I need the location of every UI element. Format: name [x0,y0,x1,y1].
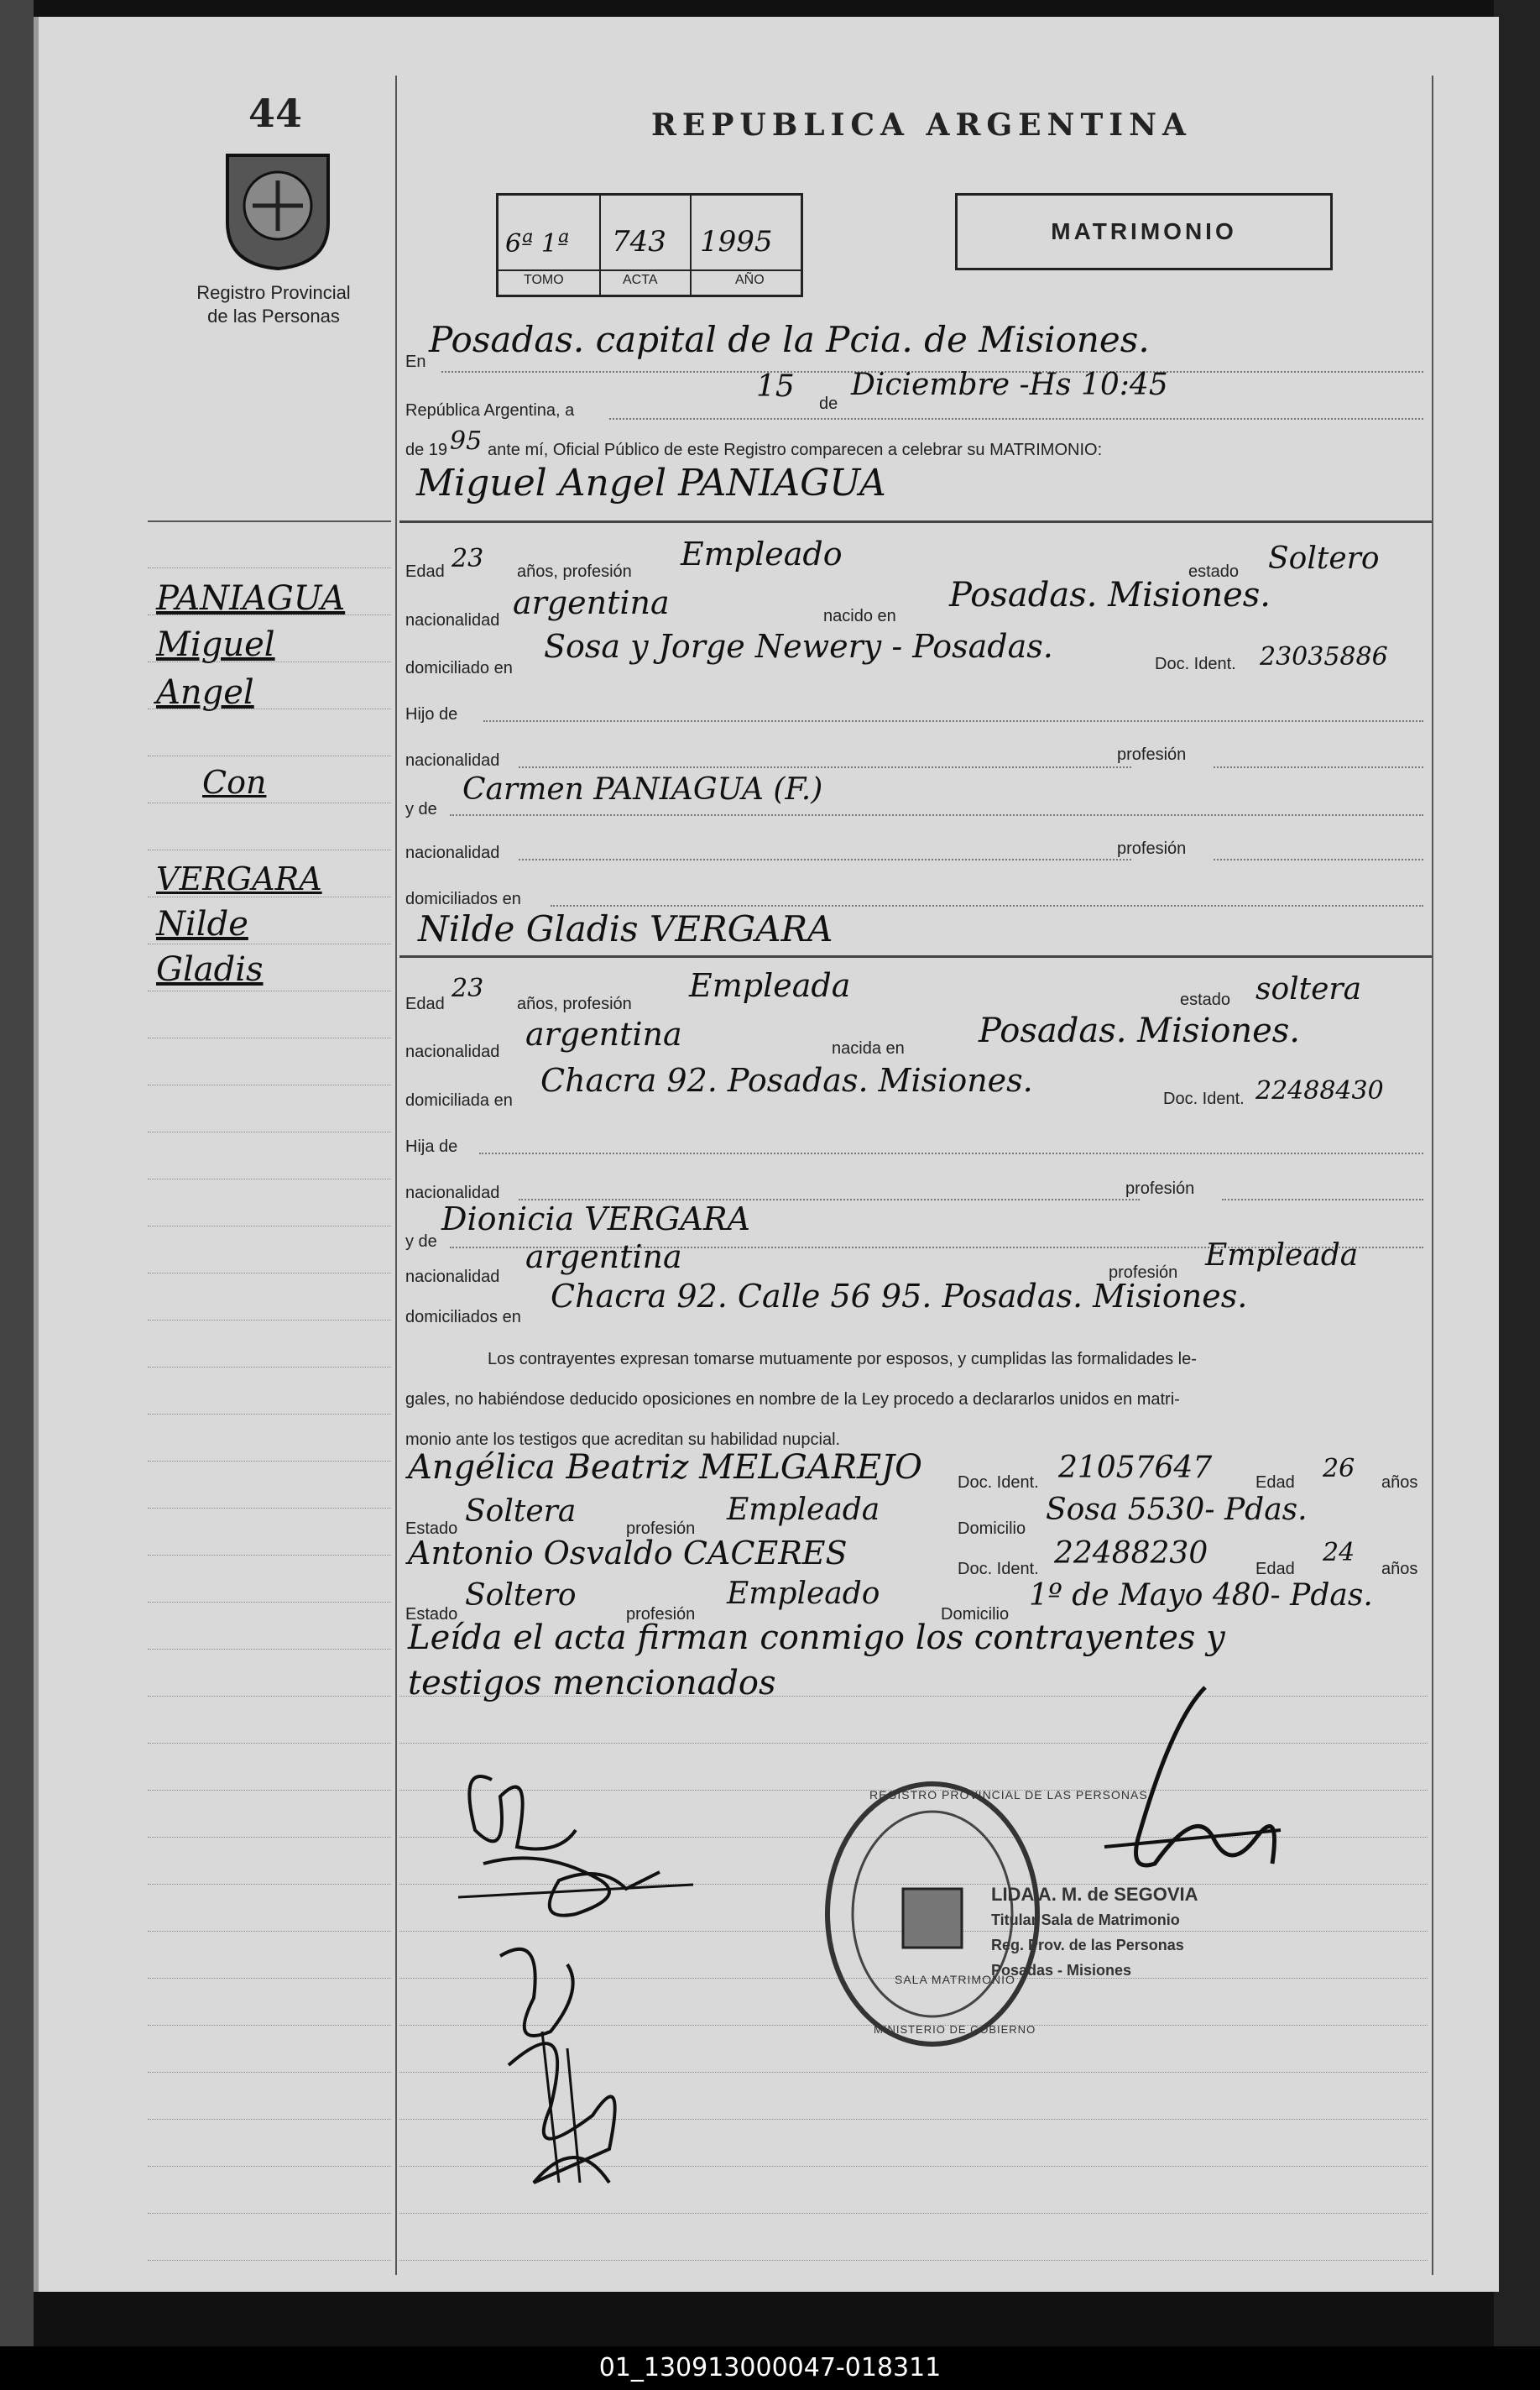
contracting-parties-signatures-icon [408,1713,727,2216]
witness2-profession: Empleado [727,1577,880,1611]
bride-mother: Dionicia VERGARA [441,1200,750,1237]
ante-text: ante mí, Oficial Público de este Registro comparecen a celebrar su MATRIMONIO: [488,441,1103,459]
right-divider [1432,76,1433,2275]
bride-nacionalidad2-label: nacionalidad [405,1184,500,1202]
acta-label: ACTA [623,273,658,287]
margin-groom-first: Miguel [156,625,275,664]
witness1-age: 26 [1323,1454,1355,1483]
groom-address: Sosa y Jorge Newery - Posadas. [544,628,1053,665]
bride-nacionalidad3-label: nacionalidad [405,1268,500,1286]
closing-line2: testigos mencionados [408,1664,776,1702]
groom-y-de-label: y de [405,800,437,818]
scan-edge [1494,0,1540,2390]
groom-profession: Empleado [681,536,843,573]
groom-estado-label: estado [1188,562,1240,581]
ano-label: AÑO [735,273,765,287]
marriage-month-time: Diciembre -Hs 10:45 [851,368,1168,402]
book-binding [0,0,34,2390]
witness1-address: Sosa 5530- Pdas. [1046,1493,1308,1527]
bride-address: Chacra 92. Posadas. Misiones. [540,1062,1033,1099]
groom-edad-label: Edad [405,562,445,581]
header-title: REPUBLICA ARGENTINA [651,107,1192,143]
witness2-doc-label: Doc. Ident. [958,1560,1039,1578]
bride-nacionalidad-label: nacionalidad [405,1043,500,1061]
bride-domiciliada-label: domiciliada en [405,1091,513,1110]
margin-divider [395,76,397,2275]
page-number: 44 [248,91,303,136]
groom-profesion2-label: profesión [1117,839,1187,858]
marriage-year: 95 [450,426,483,456]
witness1-domicilio-label: Domicilio [958,1519,1026,1538]
bride-civil-state: soltera [1255,972,1362,1007]
footer-image-id: 01_130913000047-018311 [0,2346,1540,2390]
witness2-address: 1º de Mayo 480- Pdas. [1029,1578,1373,1613]
bride-doc-number: 22488430 [1255,1076,1384,1106]
groom-nacionalidad3-label: nacionalidad [405,844,500,862]
groom-name: Miguel Angel PANIAGUA [416,462,886,505]
bride-age: 23 [452,974,484,1003]
bride-nationality: argentina [525,1016,682,1053]
groom-profesion-label: profesión [1117,745,1187,764]
witness1-name: Angélica Beatriz MELGAREJO [408,1448,922,1487]
groom-nationality: argentina [513,584,670,621]
bride-domiciliados-label: domiciliados en [405,1308,521,1326]
bride-anos-profesion-label: años, profesión [517,995,632,1013]
witness2-state: Soltero [465,1578,577,1613]
seal-text-outer: REGISTRO PROVINCIAL DE LAS PERSONAS [869,1788,1148,1802]
witness2-edad-label: Edad [1255,1560,1295,1578]
bride-y-de-label: y de [405,1232,437,1251]
witness2-age: 24 [1323,1538,1355,1567]
certificate-page [34,17,1499,2292]
marriage-place: Posadas. capital de la Pcia. de Misiones. [429,319,1150,360]
tomo-label: TOMO [524,273,564,287]
seal-text-inner: SALA MATRIMONIO [895,1973,1015,1986]
witness2-profesion-label: profesión [626,1605,696,1624]
groom-anos-profesion-label: años, profesión [517,562,632,581]
bride-birthplace: Posadas. Misiones. [979,1012,1300,1050]
groom-age: 23 [452,544,484,573]
legal-text-line2: gales, no habiéndose deducido oposiciones en nombre de la Ley procedo a declararlos unidos en matri- [405,1390,1180,1409]
witness2-domicilio-label: Domicilio [941,1605,1010,1624]
record-type-box [955,193,1333,270]
groom-nacionalidad2-label: nacionalidad [405,751,500,770]
ano-value: 1995 [700,225,773,259]
witness2-estado-label: Estado [405,1605,458,1624]
margin-ruled-area [148,520,391,2283]
witness2-doc: 22488230 [1054,1536,1209,1571]
bride-edad-label: Edad [405,995,445,1013]
witness2-name: Antonio Osvaldo CACERES [408,1535,848,1572]
witness1-edad-label: Edad [1255,1473,1295,1492]
groom-nacionalidad-label: nacionalidad [405,611,500,630]
margin-bride-second: Gladis [156,950,264,989]
groom-nacido-label: nacido en [823,607,896,625]
witness1-profession: Empleada [727,1493,880,1527]
marriage-day: 15 [756,369,795,404]
groom-hijo-label: Hijo de [405,705,458,724]
bride-mother-nationality: argentina [525,1238,682,1275]
bride-name: Nilde Gladis VERGARA [418,908,833,949]
witness1-estado-label: Estado [405,1519,458,1538]
bride-profession: Empleada [689,967,851,1004]
witness2-anos-label: años [1381,1560,1418,1578]
groom-civil-state: Soltero [1268,541,1380,576]
registry-name: Registro Provincial de las Personas [196,282,351,327]
groom-domiciliado-label: domiciliado en [405,659,513,677]
bride-hija-label: Hija de [405,1137,458,1156]
bride-parents-address: Chacra 92. Calle 56 95. Posadas. Misiones. [551,1278,1248,1315]
witness1-profesion-label: profesión [626,1519,696,1538]
bride-profesion2-label: profesión [1109,1263,1178,1282]
seal-text-bottom: MINISTERIO DE GOBIERNO [874,2023,1036,2036]
witness1-doc-label: Doc. Ident. [958,1473,1039,1492]
groom-mother: Carmen PANIAGUA (F.) [462,772,823,807]
de-label: de [819,395,838,413]
de-19-label: de 19 [405,441,448,459]
record-type: MATRIMONIO [1051,218,1237,244]
groom-domiciliados-label: domiciliados en [405,890,521,908]
legal-text-line1: Los contrayentes expresan tomarse mutuamente por esposos, y cumplidas las formalidades le- [488,1350,1197,1368]
bride-profesion-label: profesión [1125,1179,1195,1198]
margin-groom-surname: PANIAGUA [156,579,346,618]
margin-groom-second: Angel [156,673,254,712]
groom-doc-number: 23035886 [1260,642,1388,672]
en-label: En [405,353,426,371]
witness1-state: Soltera [465,1494,577,1529]
witness1-anos-label: años [1381,1473,1418,1492]
tomo-value: 6ª 1ª [505,229,570,259]
acta-value: 743 [612,225,666,259]
bride-mother-profession: Empleada [1205,1238,1359,1273]
bride-nacida-label: nacida en [832,1039,905,1058]
closing-line1: Leída el acta firman conmigo los contrayentes y [408,1619,1225,1657]
republica-label: República Argentina, a [405,401,575,420]
margin-con: Con [202,764,267,801]
record-id-box [496,193,803,297]
margin-bride-surname: VERGARA [156,860,322,897]
bride-estado-label: estado [1180,991,1231,1009]
groom-doc-label: Doc. Ident. [1155,655,1236,673]
margin-bride-first: Nilde [156,905,248,944]
bride-doc-label: Doc. Ident. [1163,1090,1245,1108]
groom-birthplace: Posadas. Misiones. [949,576,1271,614]
province-emblem-icon [219,147,337,273]
witness1-doc: 21057647 [1058,1451,1213,1485]
legal-text-line3: monio ante los testigos que acreditan su habilidad nupcial. [405,1430,841,1449]
official-stamp: LIDA A. M. de SEGOVIA Titular Sala de Matrimonio Reg. Prov. de las Personas Posadas - Misiones [991,1884,1198,1979]
